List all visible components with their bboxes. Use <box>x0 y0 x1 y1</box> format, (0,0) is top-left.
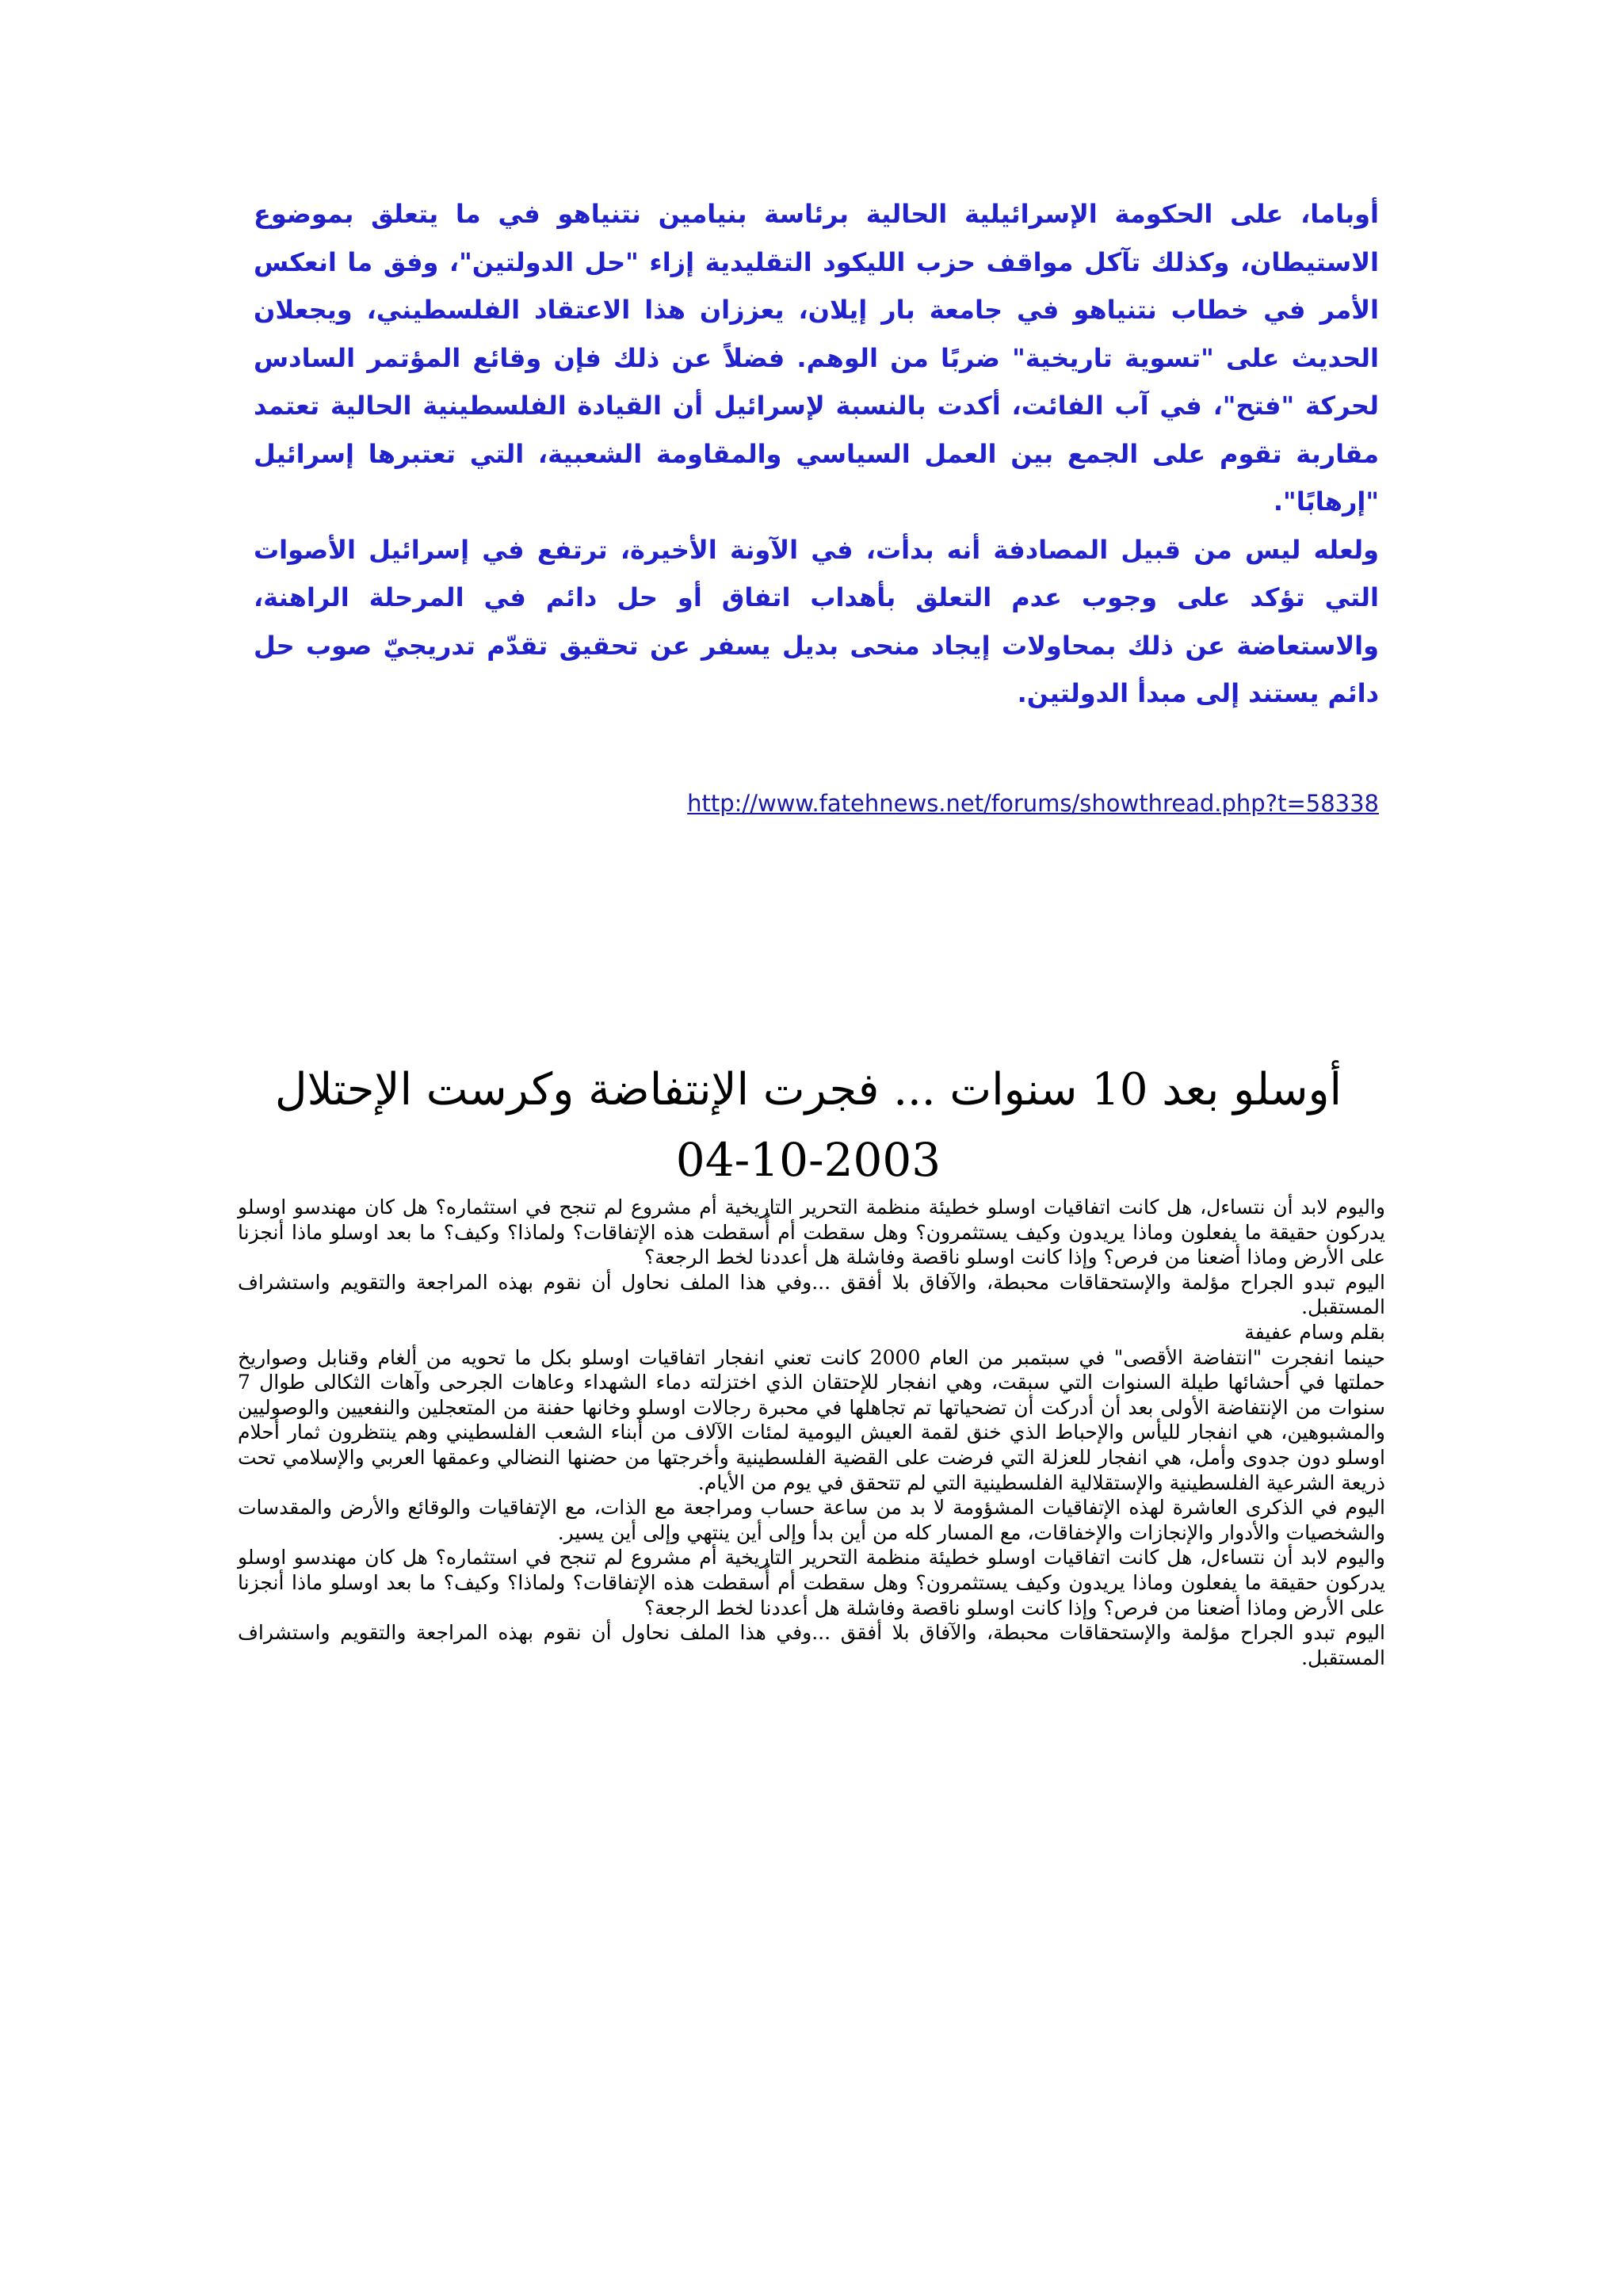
excerpt-paragraph: أوباما، على الحكومة الإسرائيلية الحالية برئاسة بنيامين نتنياهو في ما يتعلق بموضوع الاستيطان، وكذلك تآكل مواقف حزب الليكود التقليدية إزاء "حل الدولتين"، وفق ما انعكس الأمر في خطاب نتنياهو في جامعة بار إيلان، يعززان هذا الاعتقاد الفلسطيني، ويجعلان الحديث على "تسوية تاريخية" ضربًا من الوهم. فضلاً عن ذلك فإن وقائع المؤتمر السادس لحركة "فتح"، في آب الفائت، أكدت بالنسبة لإسرائيل أن القيادة الفلسطينية الحالية تعتمد مقاربة تقوم على الجمع بين العمل السياسي والمقاومة الشعبية، التي تعتبرها إسرائيل "إرهابًا". <box>254 199 1379 517</box>
article-title: أوسلو بعد 10 سنوات ... فجرت الإنتفاضة وكرست الإحتلال <box>274 1064 1342 1116</box>
article-date: 04-10-2003 <box>675 1133 941 1187</box>
excerpt-paragraph: ولعله ليس من قبيل المصادفة أنه بدأت، في الآونة الأخيرة، ترتفع في إسرائيل الأصوات التي تؤكد على وجوب عدم التعلق بأهداب اتفاق أو حل دائم في المرحلة الراهنة، والاستعاضة عن ذلك بمحاولات إيجاد منحى بديل يسفر عن تحقيق تقدّم تدريجيّ صوب حل دائم يستند إلى مبدأ الدولتين. <box>254 534 1379 708</box>
article-body <box>238 1195 1385 1670</box>
article-paragraph: واليوم لابد أن نتساءل، هل كانت اتفاقيات اوسلو خطيئة منظمة التحرير التاريخية أم مشروع لم تنجح في استثماره؟ هل كان مهندسو اوسلو يدركون حقيقة ما يفعلون وماذا يريدون وكيف يستثمرون؟ وهل سقطت أم أُسقطت هذه الإتفاقات؟ ولماذا؟ وكيف؟ ما بعد اوسلو ماذا أنجزنا على الأرض وماذا أضعنا من فرص؟ وإذا كانت اوسلو ناقصة وفاشلة هل أعددنا لخط الرجعة؟ <box>238 1546 1385 1619</box>
article-paragraph: اليوم تبدو الجراح مؤلمة والإستحقاقات محبطة، والآفاق بلا أفقق ...وفي هذا الملف نحاول أن نقوم بهذه المراجعة والتقويم واستشراف المستقبل. <box>238 1621 1385 1669</box>
article-paragraph: اليوم في الذكرى العاشرة لهذه الإتفاقيات المشؤومة لا بد من ساعة حساب ومراجعة مع الذات، مع الإتفاقيات والوقائع والأرض والمقدسات والشخصيات والأدوار والإنجازات والإخفاقات، مع المسار كله من أين بدأ وإلى أين ينتهي وإلى أين يسير. <box>238 1496 1385 1544</box>
article-paragraph: حينما انفجرت "انتفاضة الأقصى" في سبتمبر من العام 2000 كانت تعني انفجار اتفاقيات اوسلو بكل ما تحويه من ألغام وقنابل وصواريخ حملتها في أحشائها طيلة السنوات التي سبقت، وهي انفجار للإحتقان الذي اختزلته دماء الشهداء وعاهات الجرحى وآهات الثكالى طوال 7 سنوات من الإنتفاضة الأولى بعد أن أدركت أن تضحياتها تم تجاهلها في محبرة رجالات اوسلو وخانها حفنة من المتعجلين والنفعيين والوصوليين والمشبوهين، هي انفجار لليأس والإحباط الذي خنق لقمة العيش اليومية لمئات الآلاف من أبناء الشعب الفلسطيني وهم ينتظرون ثمار أحلام اوسلو دون جدوى وأمل، هي انفجار للعزلة التي فرضت على القضية الفلسطينية وأخرجتها من حضنها النضالي وعمقها العربي والإسلامي تحت ذريعة الشرعية الفلسطينية والإستقلالية الفلسطينية التي لم تتحقق في يوم من الأيام. <box>238 1345 1385 1494</box>
article-author: بقلم وسام عفيفة <box>1244 1320 1385 1344</box>
article-paragraph: اليوم تبدو الجراح مؤلمة والإستحقاقات محبطة، والآفاق بلا أفقق ...وفي هذا الملف نحاول أن نقوم بهذه المراجعة والتقويم واستشراف المستقبل. <box>238 1270 1385 1319</box>
article-paragraph: واليوم لابد أن نتساءل، هل كانت اتفاقيات اوسلو خطيئة منظمة التحرير التاريخية أم مشروع لم تنجح في استثماره؟ هل كان مهندسو اوسلو يدركون حقيقة ما يفعلون وماذا يريدون وكيف يستثمرون؟ وهل سقطت أم أُسقطت هذه الإتفاقات؟ ولماذا؟ وكيف؟ ما بعد اوسلو ماذا أنجزنا على الأرض وماذا أضعنا من فرص؟ وإذا كانت اوسلو ناقصة وفاشلة هل أعددنا لخط الرجعة؟ <box>238 1196 1385 1269</box>
source-link[interactable]: http://www.fatehnews.net/forums/showthread.php?t=58338 <box>687 790 1379 817</box>
highlighted-excerpt <box>254 190 1379 718</box>
